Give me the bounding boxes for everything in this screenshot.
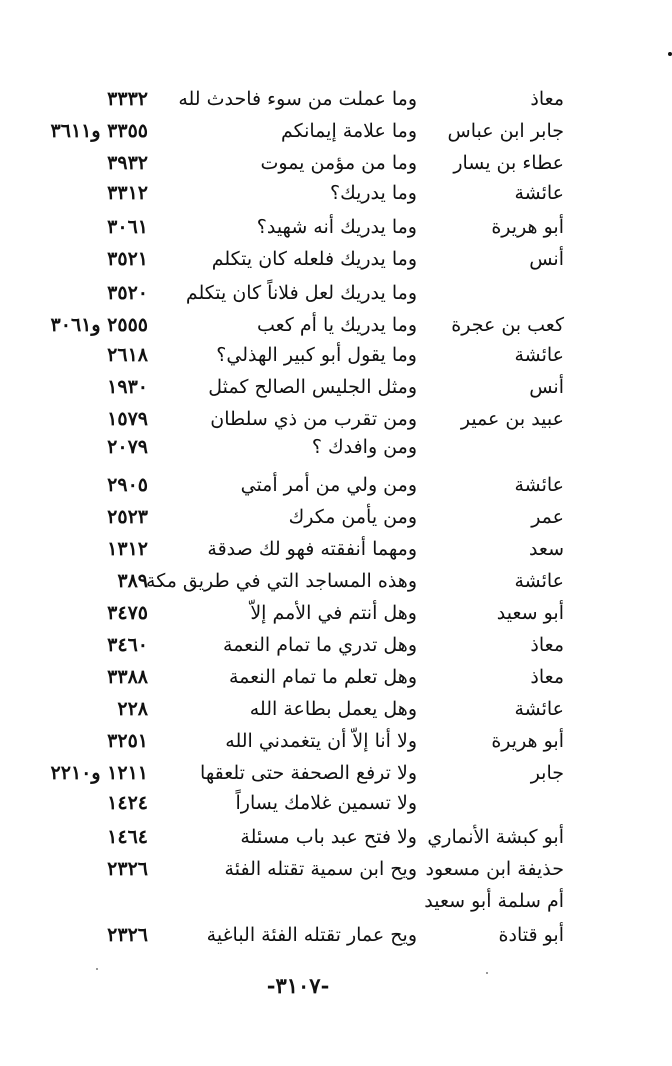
narrator: عائشة — [514, 474, 564, 496]
narrator: معاذ — [530, 88, 564, 110]
hadith-text: ومن يأمن مكرك — [288, 506, 417, 528]
hadith-number: ٣٨٩ — [117, 570, 148, 592]
hadith-number: ٢٢٨ — [117, 698, 148, 720]
hadith-number: ٣٣٥٥ و٣٦١١ — [50, 120, 148, 142]
hadith-text: وما يدريك؟ — [329, 182, 417, 204]
hadith-number: ٣٤٧٥ — [107, 602, 148, 624]
narrator: أبو هريرة — [491, 730, 564, 752]
hadith-number: ١٤٦٤ — [107, 826, 148, 848]
narrator: عائشة — [514, 182, 564, 204]
index-row — [0, 630, 672, 660]
hadith-text: ومن ولي من أمر أمتي — [240, 474, 417, 496]
index-row — [0, 340, 672, 370]
index-row — [0, 534, 672, 564]
hadith-number: ١٥٧٩ — [107, 408, 148, 430]
hadith-text: ومن وافدك ؟ — [311, 436, 417, 458]
hadith-number: ٣٣٨٨ — [107, 666, 148, 688]
hadith-text: وهل تعلم ما تمام النعمة — [228, 666, 417, 688]
hadith-number: ٢٥٢٣ — [107, 506, 148, 528]
hadith-number: ٣٤٦٠ — [107, 634, 148, 656]
hadith-number: ٣٢٥١ — [107, 730, 148, 752]
index-row — [0, 854, 672, 884]
hadith-text: وهذه المساجد التي في طريق مكة — [146, 570, 417, 592]
index-row — [0, 758, 672, 788]
hadith-number: ٢٥٥٥ و٣٠٦١ — [50, 314, 148, 336]
hadith-number: ١٢١١ و٢٢١٠ — [50, 762, 148, 784]
narrator: حذيفة ابن مسعود — [425, 858, 564, 880]
hadith-number: ٣٣٣٢ — [107, 88, 148, 110]
hadith-text: ولا أنا إلاّ أن يتغمدني الله — [225, 730, 417, 752]
hadith-text: وما عملت من سوء فاحدث لله — [178, 88, 417, 110]
index-row — [0, 598, 672, 628]
hadith-number: ٣٣١٢ — [107, 182, 148, 204]
narrator: جابر — [530, 762, 564, 784]
index-row — [0, 244, 672, 274]
hadith-text: ويح عمار تقتله الفئة الباغية — [206, 924, 417, 946]
narrator: عائشة — [514, 344, 564, 366]
hadith-text: ويح ابن سمية تقتله الفئة — [224, 858, 417, 880]
hadith-text: ومهما أنفقته فهو لك صدقة — [207, 538, 417, 560]
index-row — [0, 278, 672, 308]
index-row — [0, 310, 672, 340]
hadith-text: وما يقول أبو كبير الهذلي؟ — [216, 344, 417, 366]
narrator: أنس — [529, 376, 564, 398]
index-row — [0, 148, 672, 178]
index-row — [0, 178, 672, 208]
hadith-text: ولا تسمين غلامك يساراً — [235, 792, 417, 814]
index-row — [0, 694, 672, 724]
hadith-number: ٢٣٢٦ — [107, 924, 148, 946]
narrator: عمر — [531, 506, 564, 528]
narrator: عبيد بن عمير — [460, 408, 564, 430]
hadith-text: ولا فتح عبد باب مسئلة — [240, 826, 417, 848]
hadith-text: وهل يعمل بطاعة الله — [249, 698, 417, 720]
index-row — [0, 116, 672, 146]
narrator: أبو كبشة الأنماري — [427, 826, 564, 848]
narrator: أم سلمة أبو سعيد — [424, 890, 564, 912]
narrator: أنس — [529, 248, 564, 270]
hadith-text: وما يدريك يا أم كعب — [256, 314, 417, 336]
hadith-text: ومثل الجليس الصالح كمثل — [208, 376, 417, 398]
narrator: معاذ — [530, 666, 564, 688]
hadith-number: ٣٥٢١ — [107, 248, 148, 270]
hadith-text: وما يدريك لعل فلاناً كان يتكلم — [185, 282, 417, 304]
hadith-text: وهل تدري ما تمام النعمة — [223, 634, 417, 656]
narrator: سعد — [528, 538, 564, 560]
paper-speck — [486, 972, 488, 974]
hadith-number: ١٤٢٤ — [107, 792, 148, 814]
hadith-number: ٣٩٣٢ — [107, 152, 148, 174]
index-row — [0, 822, 672, 852]
hadith-text: وما يدريك أنه شهيد؟ — [256, 216, 417, 238]
narrator: عطاء بن يسار — [453, 152, 564, 174]
hadith-text: وهل أنتم في الأمم إلاّ — [250, 602, 417, 624]
index-row — [0, 788, 672, 818]
paper-speck — [96, 968, 98, 970]
index-row — [0, 84, 672, 114]
index-row — [0, 404, 672, 434]
page-number: -٣١٠٧- — [266, 973, 330, 998]
hadith-number: ٢٩٠٥ — [107, 474, 148, 496]
hadith-text: وما علامة إيمانكم — [280, 120, 417, 142]
narrator: عائشة — [514, 698, 564, 720]
index-row — [0, 432, 672, 462]
index-row — [0, 212, 672, 242]
hadith-number: ٢٦١٨ — [107, 344, 148, 366]
index-row — [0, 662, 672, 692]
hadith-number: ١٩٣٠ — [107, 376, 148, 398]
hadith-number: ٢٣٢٦ — [107, 858, 148, 880]
narrator: أبو هريرة — [491, 216, 564, 238]
hadith-number: ٢٠٧٩ — [107, 436, 148, 458]
hadith-number: ٣٥٢٠ — [107, 282, 148, 304]
narrator: عائشة — [514, 570, 564, 592]
index-row — [0, 470, 672, 500]
narrator: معاذ — [530, 634, 564, 656]
index-row — [0, 502, 672, 532]
margin-mark — [668, 52, 672, 56]
index-row — [0, 372, 672, 402]
index-row — [0, 886, 672, 916]
hadith-number: ١٣١٢ — [107, 538, 148, 560]
index-row — [0, 920, 672, 950]
hadith-text: ولا ترفع الصحفة حتى تلعقها — [200, 762, 417, 784]
narrator: أبو قتادة — [498, 924, 564, 946]
index-row — [0, 566, 672, 596]
hadith-text: وما يدريك فلعله كان يتكلم — [211, 248, 417, 270]
hadith-text: وما من مؤمن يموت — [260, 152, 417, 174]
narrator: أبو سعيد — [496, 602, 564, 624]
narrator: جابر ابن عباس — [447, 120, 564, 142]
index-row — [0, 726, 672, 756]
hadith-number: ٣٠٦١ — [107, 216, 148, 238]
narrator: كعب بن عجرة — [451, 314, 564, 336]
hadith-text: ومن تقرب من ذي سلطان — [210, 408, 417, 430]
